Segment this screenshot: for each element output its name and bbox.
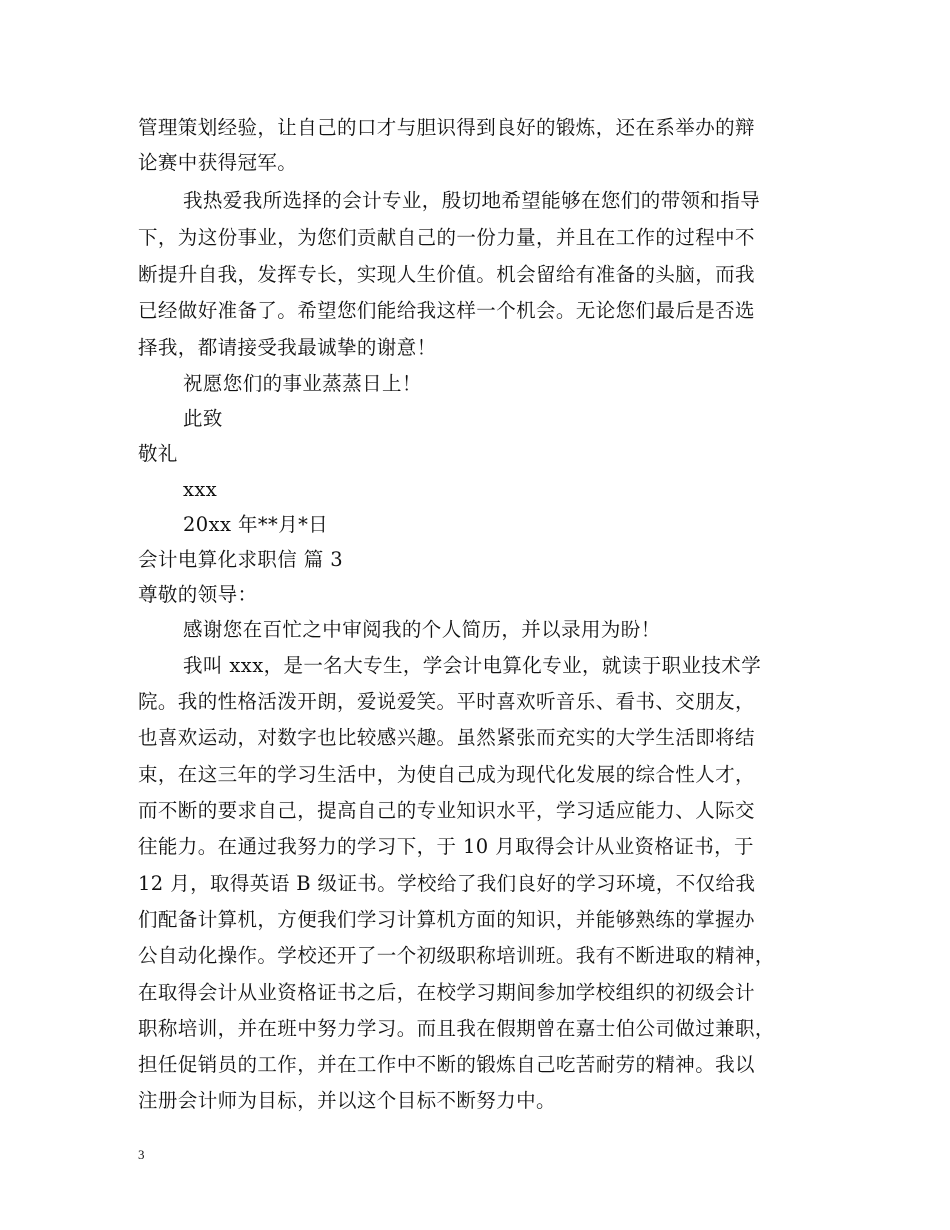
section-heading: 会计电算化求职信 篇 3 (138, 548, 344, 571)
greeting: 尊敬的领导： (138, 583, 258, 606)
closing-wish: 祝愿您们的事业蒸蒸日上！ (183, 372, 422, 395)
closing-salutation: 此致 (183, 407, 223, 430)
text-line: 管理策划经验，让自己的口才与胆识得到良好的锻炼，还在系举办的辩 (138, 116, 755, 139)
text-line: 往能力。在通过我努力的学习下，于 10 月取得会计从业资格证书，于 (138, 835, 754, 858)
signature-date: 20xx 年**月*日 (183, 513, 329, 536)
text-line: 在取得会计从业资格证书之后，在校学习期间参加学校组织的初级会计 (138, 981, 755, 1004)
signature-name: xxx (183, 478, 218, 501)
text-line: 束，在这三年的学习生活中，为使自己成为现代化发展的综合性人才， (138, 763, 755, 786)
text-line: 职称培训，并在班中努力学习。而且我在假期曾在嘉士伯公司做过兼职， (138, 1017, 775, 1040)
text-line: 公自动化操作。学校还开了一个初级职称培训班。我有不断进取的精神， (138, 944, 775, 967)
text-line: 而不断的要求自己，提高自己的专业知识水平，学习适应能力、人际交 (138, 799, 755, 822)
text-line: 担任促销员的工作，并在工作中不断的锻炼自己吃苦耐劳的精神。我以 (138, 1053, 755, 1076)
text-line: 论赛中获得冠军。 (138, 151, 298, 174)
text-line: 择我，都请接受我最诚挚的谢意！ (138, 336, 437, 359)
closing-regards: 敬礼 (138, 442, 178, 465)
paragraph-start: 感谢您在百忙之中审阅我的个人简历，并以录用为盼！ (183, 618, 661, 641)
text-line: 断提升自我，发挥专长，实现人生价值。机会留给有准备的头脑，而我 (138, 263, 755, 286)
text-line: 院。我的性格活泼开朗，爱说爱笑。平时喜欢听音乐、看书、交朋友， (138, 690, 755, 713)
page-number: 3 (138, 1147, 145, 1162)
text-line: 已经做好准备了。希望您们能给我这样一个机会。无论您们最后是否选 (138, 299, 755, 322)
text-line: 也喜欢运动，对数字也比较感兴趣。虽然紧张而充实的大学生活即将结 (138, 726, 755, 749)
paragraph-start: 我热爱我所选择的会计专业，殷切地希望能够在您们的带领和指导 (183, 189, 761, 212)
text-line: 们配备计算机，方便我们学习计算机方面的知识，并能够熟练的掌握办 (138, 908, 755, 931)
text-line: 12 月，取得英语 B 级证书。学校给了我们良好的学习环境，不仅给我 (138, 872, 756, 895)
text-line: 下，为这份事业，为您们贡献自己的一份力量，并且在工作的过程中不 (138, 226, 755, 249)
text-line: 注册会计师为目标，并以这个目标不断努力中。 (138, 1089, 556, 1112)
paragraph-start: 我叫 xxx，是一名大专生，学会计电算化专业，就读于职业技术学 (183, 654, 762, 677)
